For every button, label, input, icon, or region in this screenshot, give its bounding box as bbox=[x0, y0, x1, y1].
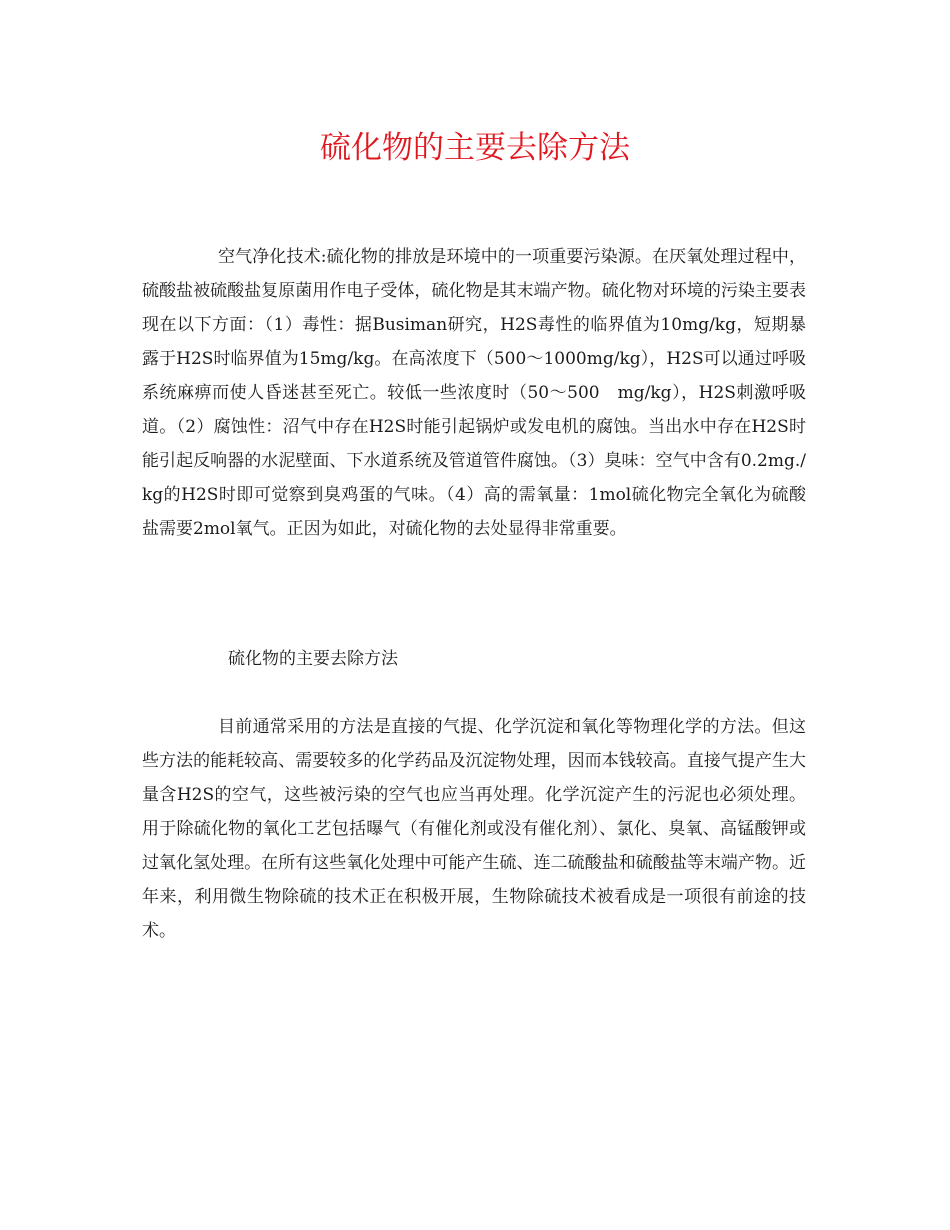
paragraph-intro: 空气净化技术:硫化物的排放是环境中的一项重要污染源。在厌氧处理过程中，硫酸盐被硫酸盐复原菌用作电子受体，硫化物是其末端产物。硫化物对环境的污染主要表现在以下方面：（1）毒性：据Busiman研究，H2S毒性的临界值为10mg/kg，短期暴露于H2S时临界值为15mg/kg。在高浓度下（500～1000mg/kg），H2S可以通过呼吸系统麻痹而使人昏迷甚至死亡。较低一些浓度时（50～500 mg/kg），H2S刺激呼吸道。（2）腐蚀性：沼气中存在H2S时能引起锅炉或发电机的腐蚀。当出水中存在H2S时能引起反响器的水泥壁面、下水道系统及管道管件腐蚀。（3）臭味：空气中含有0.2mg./kg的H2S时即可觉察到臭鸡蛋的气味。（4）高的需氧量：1mol硫化物完全氧化为硫酸盐需要2mol氧气。正因为如此，对硫化物的去处显得非常重要。 bbox=[142, 247, 806, 539]
section-subheading: 硫化物的主要去除方法 bbox=[228, 649, 398, 669]
paragraph-methods: 目前通常采用的方法是直接的气提、化学沉淀和氧化等物理化学的方法。但这些方法的能耗较高、需要较多的化学药品及沉淀物处理，因而本钱较高。直接气提产生大量含H2S的空气，这些被污染的空气也应当再处理。化学沉淀产生的污泥也必须处理。用于除硫化物的氧化工艺包括曝气（有催化剂或没有催化剂）、氯化、臭氧、高锰酸钾或过氧化氢处理。在所有这些氧化处理中可能产生硫、连二硫酸盐和硫酸盐等末端产物。近年来，利用微生物除硫的技术正在积极开展，生物除硫技术被看成是一项很有前途的技术。 bbox=[142, 717, 806, 941]
document-title: 硫化物的主要去除方法 bbox=[320, 130, 630, 166]
